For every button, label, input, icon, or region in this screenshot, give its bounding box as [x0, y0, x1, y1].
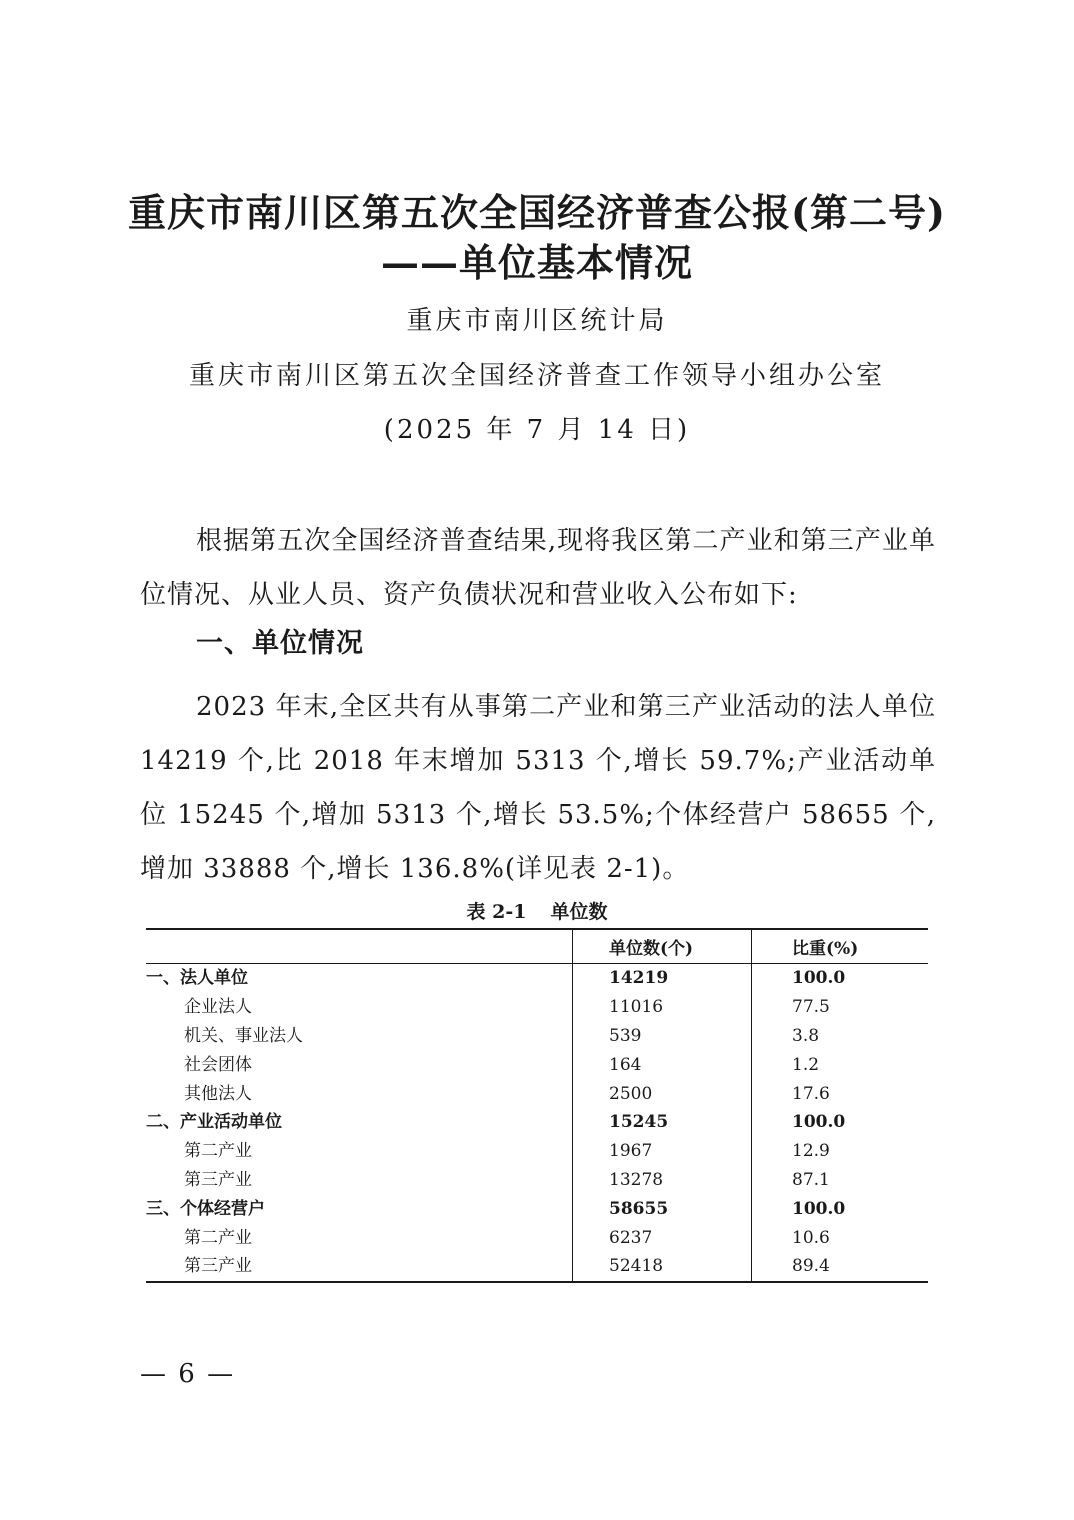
table-row — [146, 1022, 928, 1051]
table-header-row — [146, 929, 928, 964]
row-share: 77.5 — [792, 997, 830, 1018]
section-paragraph: 2023 年末,全区共有从事第二产业和第三产业活动的法人单位 14219 个,比 2018 年末增加 5313 个,增长 59.7%;产业活动单位 15245 个,增加 5313 个,增长 53.5%;个体经营户 58655 个,增加 33888 个,增长 136.8%(详见表 2-1)。 — [140, 692, 936, 884]
table-row — [146, 1166, 928, 1195]
row-share: 1.2 — [792, 1054, 820, 1075]
row-share: 89.4 — [752, 1252, 929, 1282]
publish-date: (2025 年 7 月 14 日) — [383, 415, 691, 445]
row-count: 58655 — [573, 1194, 752, 1223]
row-count: 14219 — [573, 964, 752, 993]
table-row — [146, 1252, 928, 1282]
table-number: 表 2-1 — [466, 901, 527, 923]
table-row — [146, 1108, 928, 1137]
row-share: 3.8 — [792, 1025, 820, 1046]
row-label: 第三产业 — [146, 1252, 573, 1282]
unit-count-table — [146, 928, 928, 1283]
table-row — [146, 993, 928, 1022]
row-share: 10.6 — [792, 1227, 830, 1248]
row-count: 2500 — [573, 1079, 752, 1108]
row-count: 6237 — [573, 1223, 752, 1252]
report-title: 重庆市南川区第五次全国经济普查公报(第二号) — [128, 190, 946, 235]
table-row — [146, 1194, 928, 1223]
section-heading: 一、单位情况 — [196, 628, 364, 659]
row-label: 其他法人 — [184, 1083, 252, 1104]
table-caption — [0, 898, 1074, 926]
row-count: 52418 — [573, 1252, 752, 1282]
row-share: 17.6 — [792, 1083, 830, 1104]
row-label: 三、个体经营户 — [146, 1198, 265, 1219]
row-label: 社会团体 — [184, 1054, 252, 1075]
table-row — [146, 1137, 928, 1166]
table-title: 单位数 — [550, 901, 608, 923]
row-share: 100.0 — [792, 968, 846, 989]
row-share: 100.0 — [792, 1112, 846, 1133]
table-row — [146, 1223, 928, 1252]
row-share: 100.0 — [792, 1198, 846, 1219]
row-count: 1967 — [573, 1137, 752, 1166]
row-label: 一、法人单位 — [146, 968, 248, 989]
row-count: 539 — [573, 1022, 752, 1051]
page-number: — 6 — — [140, 1359, 236, 1389]
row-label: 企业法人 — [184, 997, 252, 1018]
row-label: 二、产业活动单位 — [146, 1112, 282, 1133]
row-share: 87.1 — [792, 1169, 830, 1190]
row-count: 15245 — [573, 1108, 752, 1137]
header-share: 比重(%) — [752, 929, 929, 964]
header-label — [146, 929, 573, 964]
table-row — [146, 1050, 928, 1079]
row-count: 11016 — [573, 993, 752, 1022]
report-subtitle: ——单位基本情况 — [380, 240, 693, 285]
row-count: 13278 — [573, 1166, 752, 1195]
row-label: 第二产业 — [184, 1227, 252, 1248]
header-count: 单位数(个) — [573, 929, 752, 964]
row-count: 164 — [573, 1050, 752, 1079]
row-label: 机关、事业法人 — [184, 1025, 303, 1046]
row-label: 第二产业 — [184, 1141, 252, 1162]
issuer-census-office: 重庆市南川区第五次全国经济普查工作领导小组办公室 — [188, 361, 885, 391]
table-row — [146, 964, 928, 993]
row-share: 12.9 — [792, 1141, 830, 1162]
row-label: 第三产业 — [184, 1169, 252, 1190]
issuer-statistics-bureau: 重庆市南川区统计局 — [406, 306, 668, 336]
table-row — [146, 1079, 928, 1108]
intro-paragraph: 根据第五次全国经济普查结果,现将我区第二产业和第三产业单位情况、从业人员、资产负债状况和营业收入公布如下: — [140, 526, 936, 610]
